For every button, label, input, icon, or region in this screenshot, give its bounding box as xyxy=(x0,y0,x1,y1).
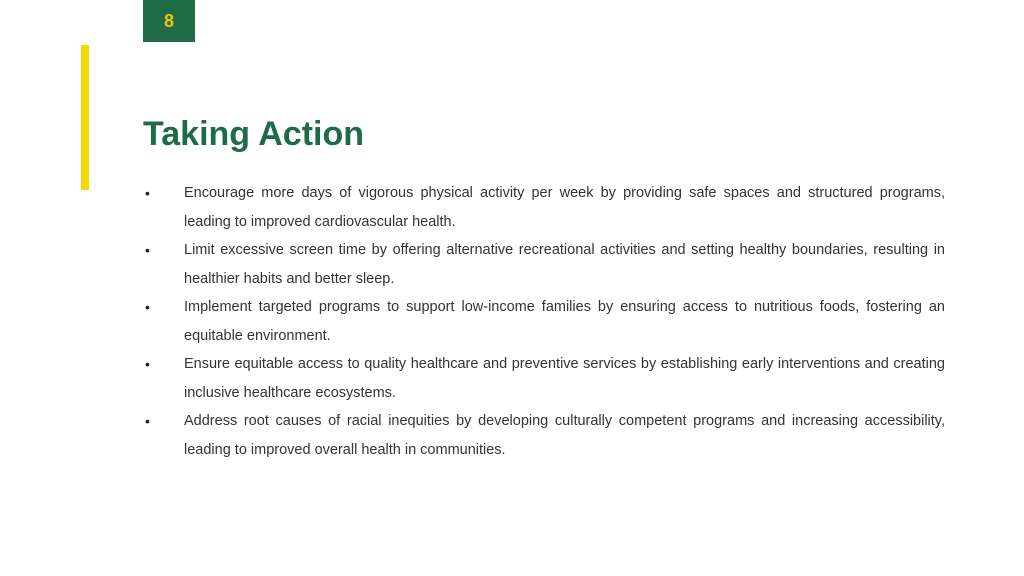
bullet-text: Implement targeted programs to support low-income families by ensuring access to nutritious foods, fostering an equitable environment. xyxy=(184,299,945,344)
slide-title: Taking Action xyxy=(143,115,364,153)
list-item xyxy=(143,179,945,236)
bullet-list xyxy=(143,179,945,464)
bullet-marker: • xyxy=(145,299,150,315)
list-item xyxy=(143,236,945,293)
accent-bar xyxy=(81,45,89,190)
bullet-marker: • xyxy=(145,185,150,201)
list-item xyxy=(143,293,945,350)
bullet-marker: • xyxy=(145,356,150,372)
bullet-text: Encourage more days of vigorous physical activity per week by providing safe spaces and structured programs, leading to improved cardiovascular health. xyxy=(184,185,945,230)
bullet-text: Address root causes of racial inequities by developing culturally competent programs and increasing accessibility, leading to improved overall health in communities. xyxy=(184,413,945,458)
bullet-marker: • xyxy=(145,242,150,258)
list-item xyxy=(143,407,945,464)
bullet-text: Ensure equitable access to quality healthcare and preventive services by establishing early interventions and creating inclusive healthcare ecosystems. xyxy=(184,356,945,401)
bullet-marker: • xyxy=(145,413,150,429)
bullet-text: Limit excessive screen time by offering alternative recreational activities and setting healthy boundaries, resulting in healthier habits and better sleep. xyxy=(184,242,945,287)
page-number-badge: 8 xyxy=(143,0,195,42)
list-item xyxy=(143,350,945,407)
